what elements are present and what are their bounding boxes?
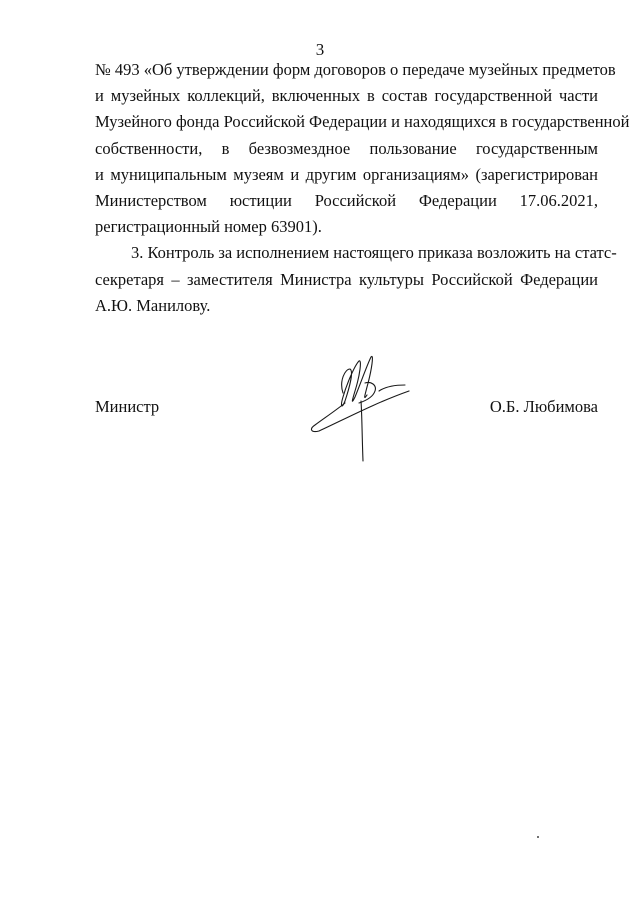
scan-artifact [537,836,539,838]
text-line: А.Ю. Манилову. [95,295,211,315]
text-line: и музейных коллекций, включенных в состав государственной части [95,86,598,106]
text-line: собственности, в безвозмездное пользование государственным [95,138,598,158]
text-line: Министерством юстиции Российской Федерации 17.06.2021, [95,191,598,211]
text-line: 3. Контроль за исполнением настоящего приказа возложить на статс- [131,243,617,263]
text-line: регистрационный номер 63901). [95,217,322,237]
text-line: № 493 «Об утверждении форм договоров о передаче музейных предметов [95,60,616,79]
paragraph-1 [95,57,630,240]
handwritten-signature [305,345,425,465]
text-line: секретаря – заместителя Министра культуры Российской Федерации [95,269,598,289]
text-line: и муниципальным музеям и другим организациям» (зарегистрирован [95,164,598,184]
document-body [95,57,630,319]
text-line: Музейного фонда Российской Федерации и находящихся в государственной [95,112,630,132]
paragraph-2 [95,240,617,319]
position-title: Министр [95,397,160,416]
signer-name: О.Б. Любимова [489,397,598,416]
page-number: 3 [315,40,325,59]
